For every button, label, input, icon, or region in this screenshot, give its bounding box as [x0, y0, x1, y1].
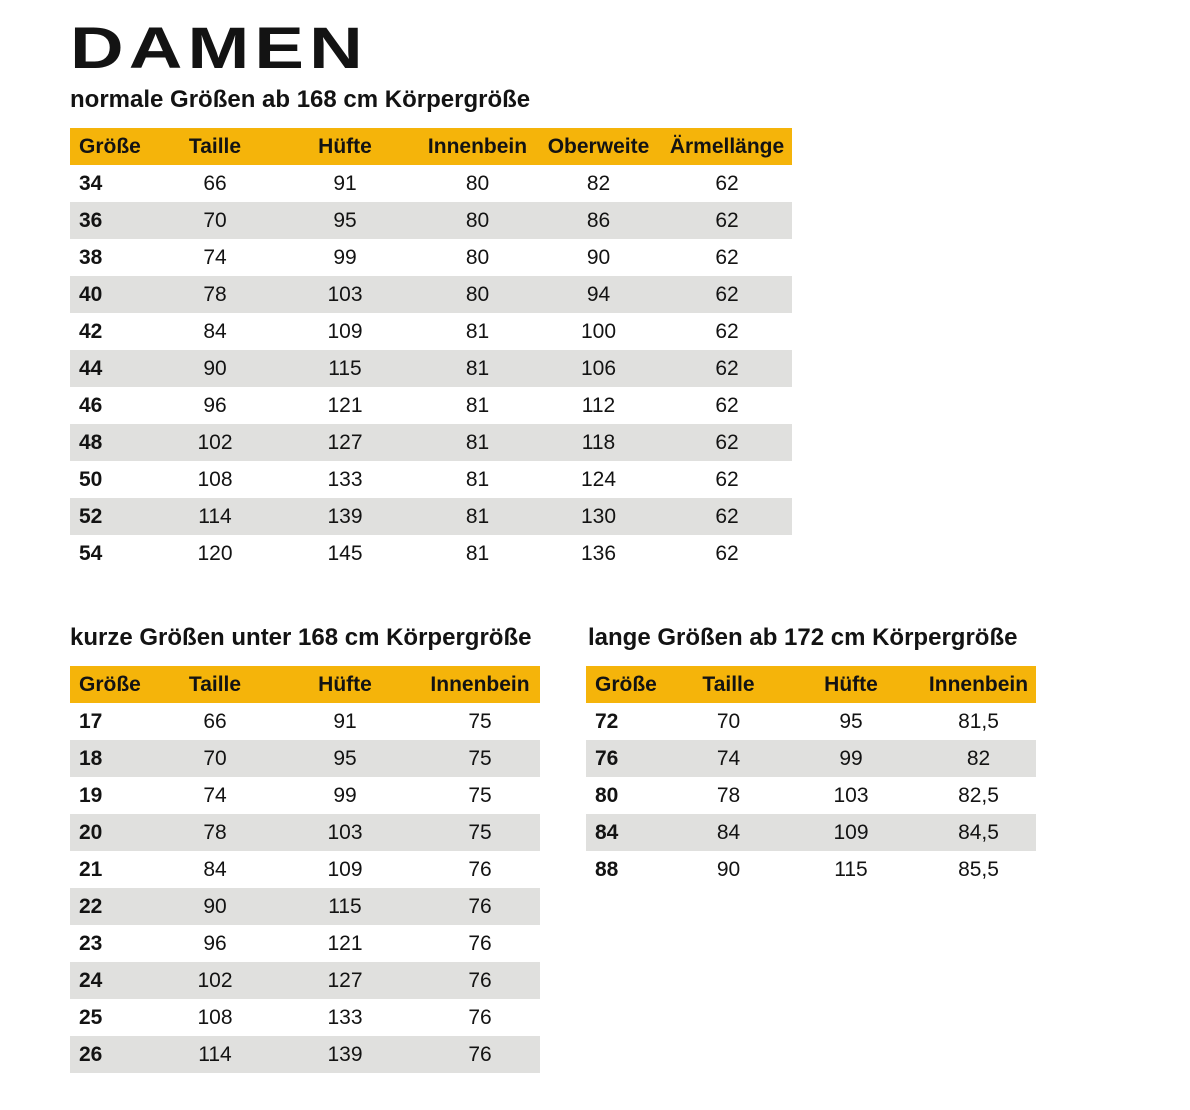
header-row	[70, 666, 540, 703]
measurement-cell: 91	[333, 171, 357, 195]
measurement-cell: 66	[203, 171, 227, 195]
measurement-cell: 96	[203, 393, 227, 417]
measurement-cell: 85,5	[958, 857, 999, 881]
measurement-cell: 80	[465, 245, 490, 269]
column-header: Innenbein	[420, 128, 535, 165]
measurement-cell: 81	[465, 430, 490, 454]
size-cell: 50	[79, 467, 103, 491]
table-row	[70, 535, 792, 572]
measurement-cell: 66	[203, 709, 227, 733]
page-title: DAMEN	[70, 16, 368, 81]
column-header: Taille	[160, 666, 270, 703]
measurement-cell: 86	[586, 208, 611, 232]
measurement-cell: 80	[465, 171, 490, 195]
measurement-cell: 90	[716, 857, 741, 881]
table-row	[70, 276, 792, 313]
measurement-cell: 95	[839, 709, 863, 733]
measurement-cell: 95	[333, 746, 357, 770]
table-row	[70, 703, 540, 740]
table-row	[70, 740, 540, 777]
measurement-cell: 118	[581, 430, 616, 454]
measurement-cell: 81	[465, 319, 490, 343]
size-cell: 17	[79, 709, 103, 733]
measurement-cell: 145	[327, 541, 363, 565]
column-header: Hüfte	[781, 666, 921, 703]
table-row	[70, 424, 792, 461]
measurement-cell: 108	[197, 1005, 233, 1029]
measurement-cell: 74	[716, 746, 741, 770]
table-row	[70, 925, 540, 962]
size-cell: 23	[79, 931, 103, 955]
size-table-short	[70, 666, 540, 1073]
table-row	[70, 313, 792, 350]
table-row	[586, 777, 1036, 814]
measurement-cell: 99	[333, 245, 357, 269]
header-row	[70, 128, 792, 165]
size-cell: 22	[79, 894, 103, 918]
measurement-cell: 78	[203, 282, 227, 306]
table-row	[70, 498, 792, 535]
measurement-cell: 109	[327, 857, 363, 881]
measurement-cell: 82,5	[958, 783, 999, 807]
size-cell: 20	[79, 820, 103, 844]
normal-sizes-subtitle: normale Größen ab 168 cm Körpergröße	[70, 86, 531, 113]
measurement-cell: 76	[468, 1005, 492, 1029]
measurement-cell: 84	[203, 319, 227, 343]
column-header: Größe	[70, 128, 160, 165]
measurement-cell: 62	[715, 467, 739, 491]
table-row	[70, 851, 540, 888]
measurement-cell: 76	[468, 857, 492, 881]
measurement-cell: 62	[715, 171, 739, 195]
size-cell: 40	[79, 282, 103, 306]
measurement-cell: 115	[328, 356, 362, 380]
measurement-cell: 70	[203, 208, 227, 232]
measurement-cell: 109	[327, 319, 363, 343]
size-cell: 88	[595, 857, 619, 881]
measurement-cell: 106	[580, 356, 617, 380]
measurement-cell: 108	[197, 467, 233, 491]
size-cell: 76	[595, 746, 619, 770]
measurement-cell: 103	[327, 820, 363, 844]
measurement-cell: 78	[203, 820, 227, 844]
table-row	[70, 387, 792, 424]
measurement-cell: 136	[580, 541, 617, 565]
measurement-cell: 74	[203, 783, 227, 807]
column-header: Taille	[160, 128, 270, 165]
size-cell: 19	[79, 783, 103, 807]
measurement-cell: 112	[581, 393, 616, 417]
measurement-cell: 127	[327, 430, 363, 454]
measurement-cell: 62	[715, 356, 739, 380]
table-row	[70, 814, 540, 851]
size-cell: 24	[79, 968, 103, 992]
column-header: Innenbein	[420, 666, 540, 703]
measurement-cell: 120	[197, 541, 233, 565]
size-cell: 54	[79, 541, 103, 565]
measurement-cell: 96	[203, 931, 227, 955]
measurement-cell: 102	[197, 968, 233, 992]
measurement-cell: 81,5	[958, 709, 999, 733]
column-header: Ärmellänge	[662, 128, 792, 165]
measurement-cell: 75	[468, 820, 492, 844]
measurement-cell: 62	[715, 541, 739, 565]
measurement-cell: 62	[715, 282, 739, 306]
measurement-cell: 100	[580, 319, 617, 343]
measurement-cell: 75	[468, 709, 492, 733]
measurement-cell: 62	[715, 208, 739, 232]
measurement-cell: 130	[580, 504, 617, 528]
long-sizes-title: lange Größen ab 172 cm Körpergröße	[588, 624, 1018, 651]
table-row	[70, 165, 792, 202]
measurement-cell: 80	[465, 208, 490, 232]
measurement-cell: 70	[716, 709, 741, 733]
measurement-cell: 62	[715, 430, 739, 454]
table-row	[70, 1036, 540, 1073]
table-row	[70, 962, 540, 999]
size-cell: 72	[595, 709, 619, 733]
column-header: Oberweite	[535, 128, 662, 165]
table-row	[586, 814, 1036, 851]
measurement-cell: 62	[715, 504, 739, 528]
measurement-cell: 81	[465, 393, 490, 417]
measurement-cell: 75	[468, 746, 492, 770]
measurement-cell: 91	[333, 709, 357, 733]
table-row	[70, 350, 792, 387]
measurement-cell: 139	[327, 1042, 363, 1066]
measurement-cell: 76	[468, 1042, 492, 1066]
table-row	[70, 239, 792, 276]
measurement-cell: 90	[203, 894, 227, 918]
measurement-cell: 90	[203, 356, 227, 380]
measurement-cell: 62	[715, 393, 739, 417]
column-header: Größe	[70, 666, 160, 703]
measurement-cell: 82	[586, 171, 611, 195]
size-cell: 46	[79, 393, 103, 417]
size-cell: 44	[79, 356, 103, 380]
measurement-cell: 115	[328, 894, 362, 918]
measurement-cell: 133	[327, 1005, 363, 1029]
size-cell: 18	[79, 746, 103, 770]
table-row	[586, 703, 1036, 740]
measurement-cell: 127	[327, 968, 363, 992]
column-header: Größe	[586, 666, 676, 703]
measurement-cell: 84,5	[958, 820, 999, 844]
measurement-cell: 139	[327, 504, 363, 528]
size-cell: 42	[79, 319, 103, 343]
short-sizes-title: kurze Größen unter 168 cm Körpergröße	[70, 624, 532, 651]
table-row	[70, 777, 540, 814]
measurement-cell: 90	[586, 245, 611, 269]
measurement-cell: 114	[198, 1042, 232, 1066]
size-cell: 36	[79, 208, 103, 232]
measurement-cell: 82	[966, 746, 991, 770]
measurement-cell: 121	[327, 393, 363, 417]
measurement-cell: 81	[465, 541, 490, 565]
measurement-cell: 114	[198, 504, 232, 528]
size-cell: 52	[79, 504, 103, 528]
measurement-cell: 80	[465, 282, 490, 306]
measurement-cell: 99	[333, 783, 357, 807]
table-row	[70, 202, 792, 239]
column-header: Taille	[676, 666, 781, 703]
measurement-cell: 115	[834, 857, 868, 881]
measurement-cell: 76	[468, 968, 492, 992]
size-table-long	[586, 666, 1036, 888]
measurement-cell: 103	[833, 783, 869, 807]
table-row	[586, 851, 1036, 888]
size-cell: 38	[79, 245, 103, 269]
measurement-cell: 102	[197, 430, 233, 454]
measurement-cell: 76	[468, 931, 492, 955]
measurement-cell: 62	[715, 245, 739, 269]
table-row	[586, 740, 1036, 777]
size-cell: 21	[79, 857, 103, 881]
column-header: Hüfte	[270, 666, 420, 703]
column-header: Hüfte	[270, 128, 420, 165]
measurement-cell: 121	[327, 931, 363, 955]
measurement-cell: 74	[203, 245, 227, 269]
table-row	[70, 461, 792, 498]
measurement-cell: 95	[333, 208, 357, 232]
size-cell: 48	[79, 430, 103, 454]
table-row	[70, 999, 540, 1036]
measurement-cell: 103	[327, 282, 363, 306]
size-cell: 34	[79, 171, 103, 195]
size-cell: 80	[595, 783, 619, 807]
size-cell: 25	[79, 1005, 103, 1029]
measurement-cell: 84	[203, 857, 227, 881]
measurement-cell: 109	[833, 820, 869, 844]
measurement-cell: 62	[715, 319, 739, 343]
measurement-cell: 70	[203, 746, 227, 770]
measurement-cell: 75	[468, 783, 492, 807]
size-table-normal	[70, 128, 792, 572]
measurement-cell: 78	[716, 783, 741, 807]
measurement-cell: 94	[586, 282, 611, 306]
measurement-cell: 124	[580, 467, 617, 491]
header-row	[586, 666, 1036, 703]
measurement-cell: 81	[465, 504, 490, 528]
measurement-cell: 81	[465, 356, 490, 380]
table-row	[70, 888, 540, 925]
measurement-cell: 81	[465, 467, 490, 491]
size-cell: 26	[79, 1042, 103, 1066]
size-cell: 84	[595, 820, 619, 844]
measurement-cell: 76	[468, 894, 492, 918]
measurement-cell: 99	[839, 746, 863, 770]
measurement-cell: 84	[716, 820, 741, 844]
column-header: Innenbein	[921, 666, 1036, 703]
measurement-cell: 133	[327, 467, 363, 491]
